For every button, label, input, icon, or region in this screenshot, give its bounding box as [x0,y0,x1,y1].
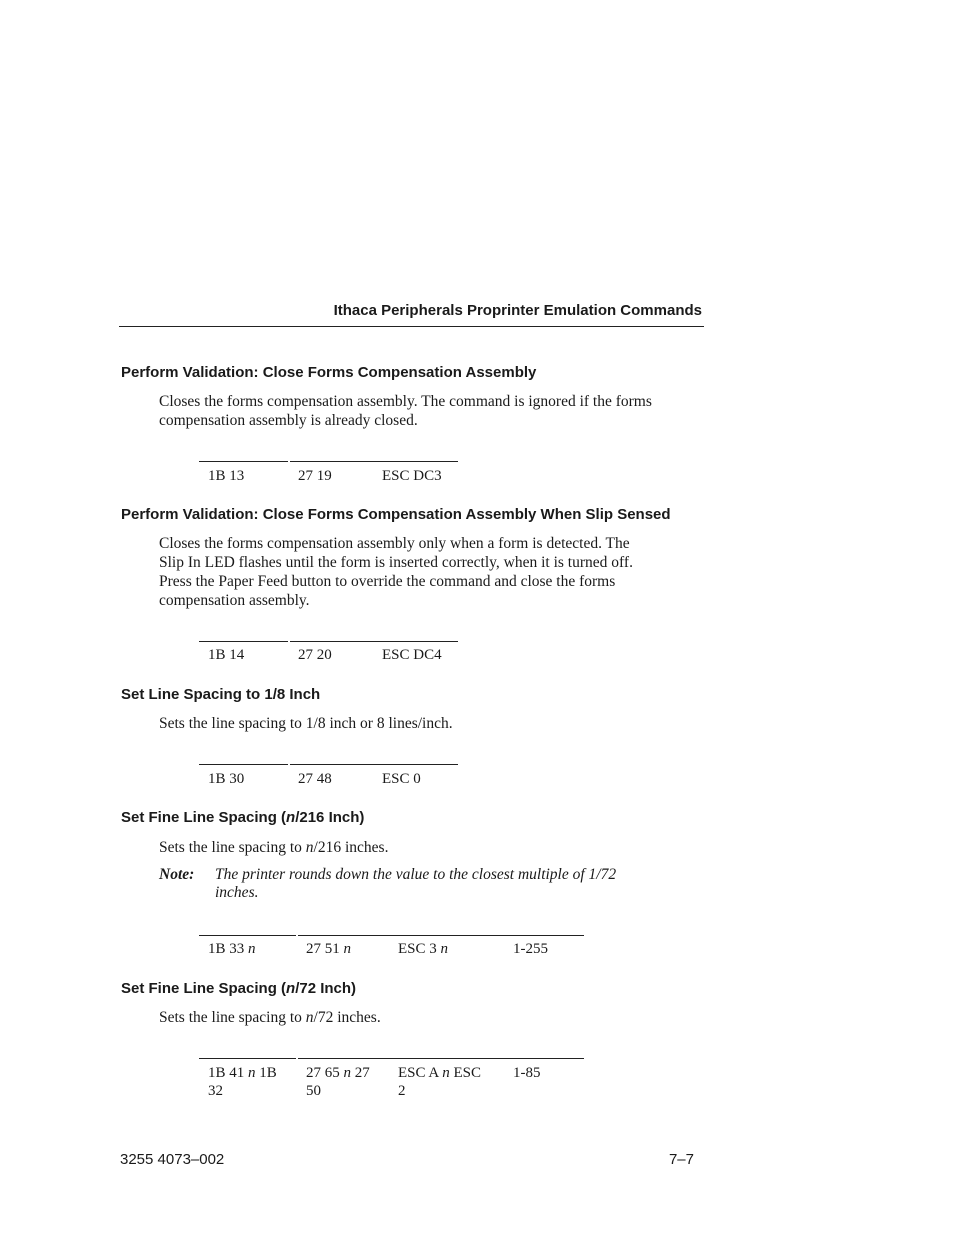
section-body [159,838,704,857]
body-text: /72 inches. [313,1009,381,1026]
code-text: 1B [255,1065,277,1081]
table-rule [199,935,296,936]
header-rule [119,326,704,327]
heading-text: /72 Inch) [295,980,357,997]
section-body [159,534,704,610]
value-range: 1-85 [513,1065,541,1081]
note-line: inches. [215,884,259,901]
heading-text: Set Fine Line Spacing ( [121,809,287,826]
code-variable: n [343,1065,351,1081]
code-text: 27 [351,1065,370,1081]
running-head: Ithaca Peripherals Proprinter Emulation Commands [333,302,702,319]
table-rule [199,641,288,642]
table-rule [199,1058,296,1059]
body-line: compensation assembly is already closed. [159,412,418,429]
decimal-code: 27 19 [298,468,332,484]
code-text: 1B 41 [208,1065,249,1081]
note-label: Note: [159,866,195,883]
body-text: /216 inches. [313,839,389,856]
code-variable: n [440,941,449,957]
table-rule [199,764,288,765]
section-heading [121,980,356,997]
body-line: Closes the forms compensation assembly. The command is ignored if the forms [159,393,652,410]
code-line: 50 [306,1083,321,1099]
table-rule [290,641,458,642]
section-body [159,714,704,733]
code-line [208,1064,277,1082]
code-text: 27 51 [306,941,344,957]
body-variable: n [305,839,314,856]
body-line: Sets the line spacing to 1/8 inch or 8 lines/inch. [159,715,453,732]
code-line: 32 [208,1083,223,1099]
code-text: 27 65 [306,1065,344,1081]
heading-text: /216 Inch) [295,809,365,826]
body-line: compensation assembly. [159,592,310,609]
ascii-code [398,940,448,958]
heading-variable: n [286,809,296,826]
body-line: Slip In LED flashes until the form is inserted correctly, when it is turned off. [159,554,633,571]
section-body [159,392,704,430]
ascii-code: ESC DC3 [382,468,442,484]
table-rule [290,461,458,462]
section-heading: Set Line Spacing to 1/8 Inch [121,686,321,703]
page-number: 7–7 [668,1151,694,1168]
code-line [398,1064,481,1082]
note-line: The printer rounds down the value to the closest multiple of 1/72 [215,866,617,883]
hex-code: 1B 14 [208,647,245,663]
ascii-code: ESC 0 [382,771,421,787]
code-variable: n [343,941,351,957]
code-text: ESC A [398,1065,443,1081]
code-text: ESC 3 [398,941,441,957]
heading-variable: n [286,980,296,997]
section-body [159,1008,704,1027]
doc-number: 3255 4073–002 [120,1151,225,1168]
hex-code [208,1064,277,1100]
value-range: 1-255 [513,941,548,957]
decimal-code: 27 48 [298,771,332,787]
code-line [306,1064,370,1082]
table-rule [298,935,584,936]
section-heading: Perform Validation: Close Forms Compensation Assembly [121,364,537,381]
ascii-code: ESC DC4 [382,647,442,663]
code-text: ESC [449,1065,481,1081]
hex-code: 1B 13 [208,468,245,484]
table-rule [298,1058,584,1059]
code-variable: n [248,1065,256,1081]
decimal-code: 27 20 [298,647,332,663]
body-text: Sets the line spacing to [159,839,306,856]
body-text: Sets the line spacing to [159,1009,306,1026]
hex-code [208,940,256,958]
body-line: Press the Paper Feed button to override the command and close the forms [159,573,616,590]
table-rule [199,461,288,462]
section-heading: Perform Validation: Close Forms Compensation Assembly When Slip Sensed [121,506,671,523]
code-variable: n [442,1065,450,1081]
decimal-code [306,1064,370,1100]
heading-text: Set Fine Line Spacing ( [121,980,287,997]
body-line: Closes the forms compensation assembly only when a form is detected. The [159,535,630,552]
hex-code: 1B 30 [208,771,245,787]
body-variable: n [305,1009,314,1026]
section-heading [121,809,364,826]
code-text: 1B 33 [208,941,249,957]
note-text [215,866,685,902]
decimal-code [306,940,351,958]
ascii-code [398,1064,481,1100]
code-line: 2 [398,1083,406,1099]
table-rule [290,764,458,765]
code-variable: n [248,941,256,957]
